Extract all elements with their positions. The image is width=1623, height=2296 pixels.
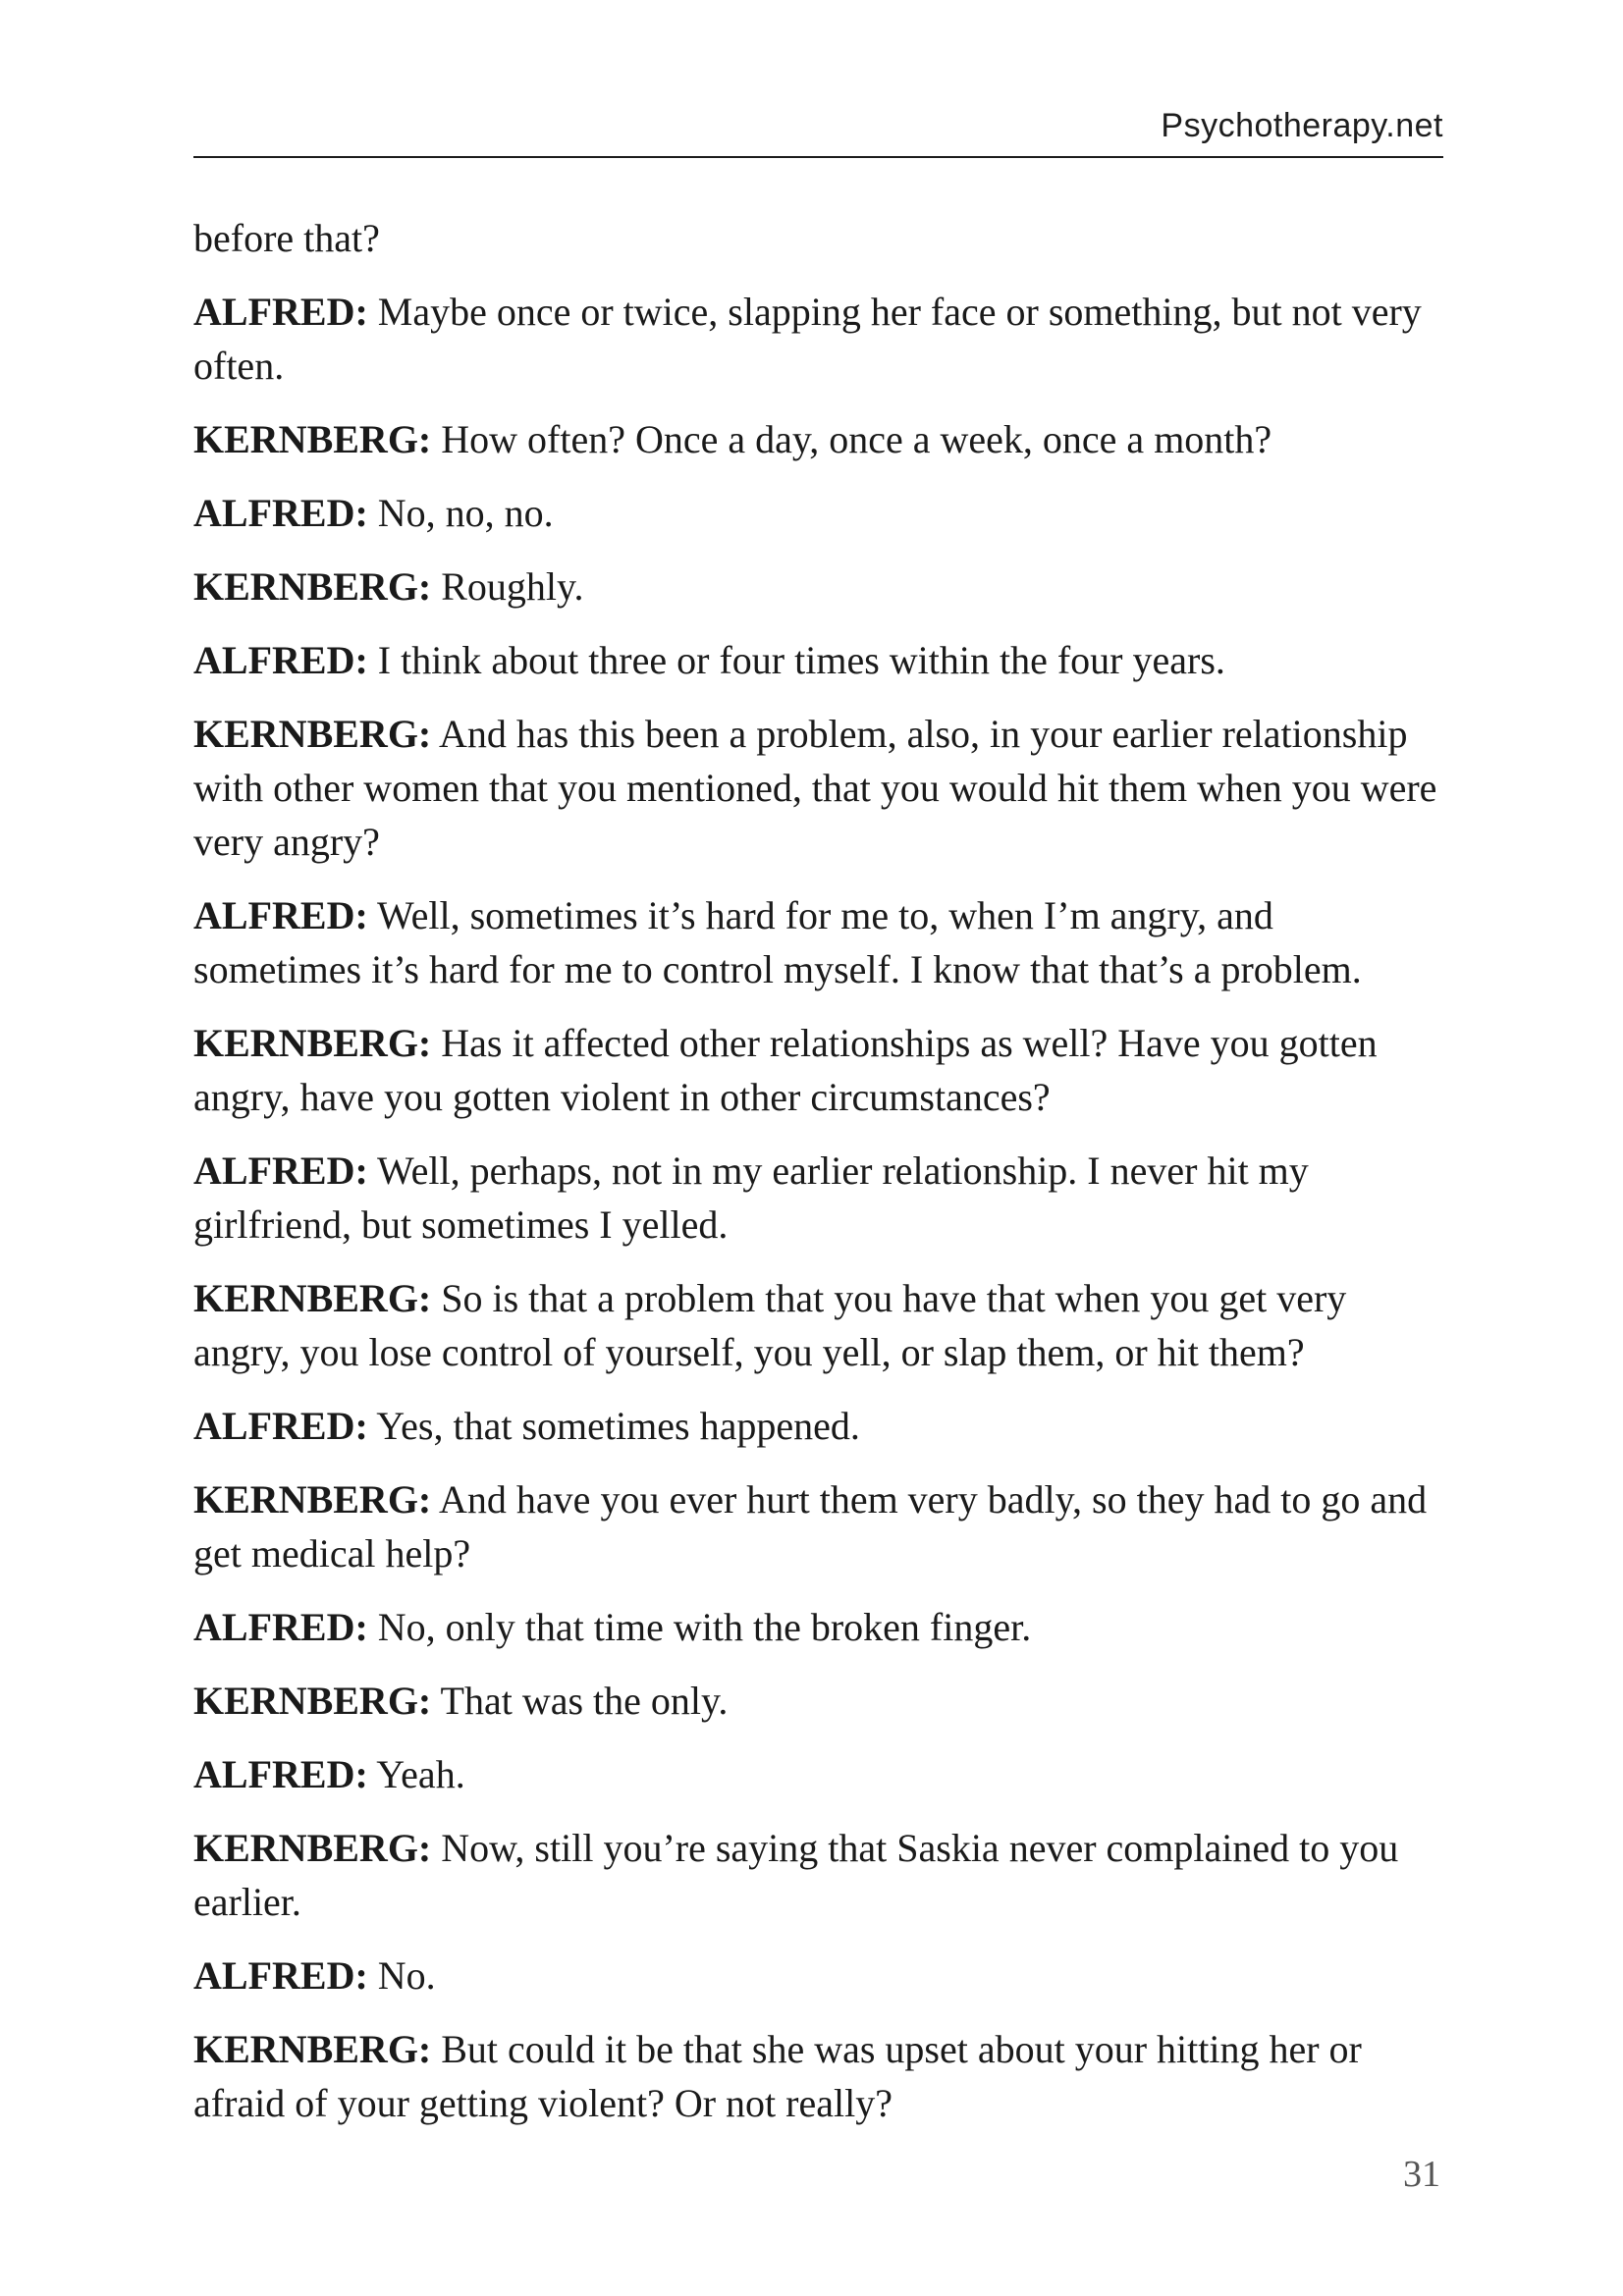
- speaker-label: KERNBERG:: [193, 1021, 432, 1065]
- speaker-label: KERNBERG:: [193, 1679, 432, 1723]
- dialogue-paragraph: [193, 1949, 1450, 2002]
- dialogue-paragraph: [193, 560, 1450, 614]
- dialogue-text: But could it be that she was upset about your hitting her or afraid of your getting violent? Or not really?: [193, 2027, 1362, 2125]
- dialogue-paragraph: [193, 1399, 1450, 1453]
- dialogue-text: No.: [367, 1953, 436, 1998]
- speaker-label: KERNBERG:: [193, 417, 432, 461]
- speaker-label: KERNBERG:: [193, 1477, 432, 1522]
- dialogue-paragraph: [193, 1144, 1450, 1252]
- dialogue-text: Well, sometimes it’s hard for me to, when I’m angry, and sometimes it’s hard for me to control myself. I know that that’s a problem.: [193, 893, 1362, 991]
- speaker-label: KERNBERG:: [193, 1826, 432, 1870]
- dialogue-text: Roughly.: [431, 564, 584, 609]
- dialogue-text: Maybe once or twice, slapping her face or something, but not very often.: [193, 290, 1422, 388]
- dialogue-text: And have you ever hurt them very badly, so they had to go and get medical help?: [193, 1477, 1428, 1575]
- dialogue-text: Yeah.: [367, 1752, 465, 1796]
- continuation-text: before that?: [193, 216, 380, 260]
- speaker-label: ALFRED:: [193, 1953, 368, 1998]
- dialogue-paragraph: [193, 1600, 1450, 1654]
- dialogue-paragraph: [193, 1674, 1450, 1728]
- dialogue-list: [193, 285, 1450, 2130]
- transcript-body: [193, 211, 1450, 2150]
- speaker-label: KERNBERG:: [193, 712, 432, 756]
- speaker-label: KERNBERG:: [193, 2027, 432, 2071]
- speaker-label: ALFRED:: [193, 893, 368, 937]
- speaker-label: ALFRED:: [193, 1148, 368, 1193]
- dialogue-paragraph: [193, 1747, 1450, 1801]
- speaker-label: ALFRED:: [193, 638, 368, 682]
- speaker-label: ALFRED:: [193, 1404, 368, 1448]
- speaker-label: ALFRED:: [193, 290, 368, 334]
- speaker-label: ALFRED:: [193, 1752, 368, 1796]
- dialogue-paragraph: [193, 1472, 1450, 1580]
- dialogue-text: Yes, that sometimes happened.: [367, 1404, 860, 1448]
- dialogue-paragraph: [193, 2022, 1450, 2130]
- page-number: 31: [1403, 2154, 1440, 2195]
- dialogue-text: That was the only.: [431, 1679, 729, 1723]
- dialogue-text: No, only that time with the broken finger.: [367, 1605, 1032, 1649]
- speaker-label: ALFRED:: [193, 1605, 368, 1649]
- dialogue-text: How often? Once a day, once a week, once a month?: [431, 417, 1272, 461]
- dialogue-paragraph: [193, 285, 1450, 393]
- dialogue-paragraph: [193, 1016, 1450, 1124]
- dialogue-paragraph: [193, 1821, 1450, 1929]
- dialogue-text: Well, perhaps, not in my earlier relationship. I never hit my girlfriend, but sometimes I yelled.: [193, 1148, 1309, 1247]
- dialogue-text: I think about three or four times within the four years.: [367, 638, 1225, 682]
- speaker-label: KERNBERG:: [193, 564, 432, 609]
- dialogue-paragraph: [193, 888, 1450, 996]
- dialogue-paragraph: [193, 412, 1450, 466]
- dialogue-text: Now, still you’re saying that Saskia never complained to you earlier.: [193, 1826, 1399, 1924]
- dialogue-text: And has this been a problem, also, in your earlier relationship with other women that you mentioned, that you would hit them when you were very angry?: [193, 712, 1437, 864]
- dialogue-paragraph: [193, 707, 1450, 869]
- dialogue-text: So is that a problem that you have that when you get very angry, you lose control of yourself, you yell, or slap them, or hit them?: [193, 1276, 1347, 1374]
- header-rule: [193, 156, 1443, 158]
- dialogue-text: No, no, no.: [367, 491, 554, 535]
- site-name: Psychotherapy.net: [1161, 107, 1443, 144]
- dialogue-text: Has it affected other relationships as well? Have you gotten angry, have you gotten violent in other circumstances?: [193, 1021, 1378, 1119]
- dialogue-paragraph: [193, 1271, 1450, 1379]
- dialogue-paragraph: [193, 633, 1450, 687]
- speaker-label: KERNBERG:: [193, 1276, 432, 1320]
- speaker-label: ALFRED:: [193, 491, 368, 535]
- dialogue-paragraph: [193, 486, 1450, 540]
